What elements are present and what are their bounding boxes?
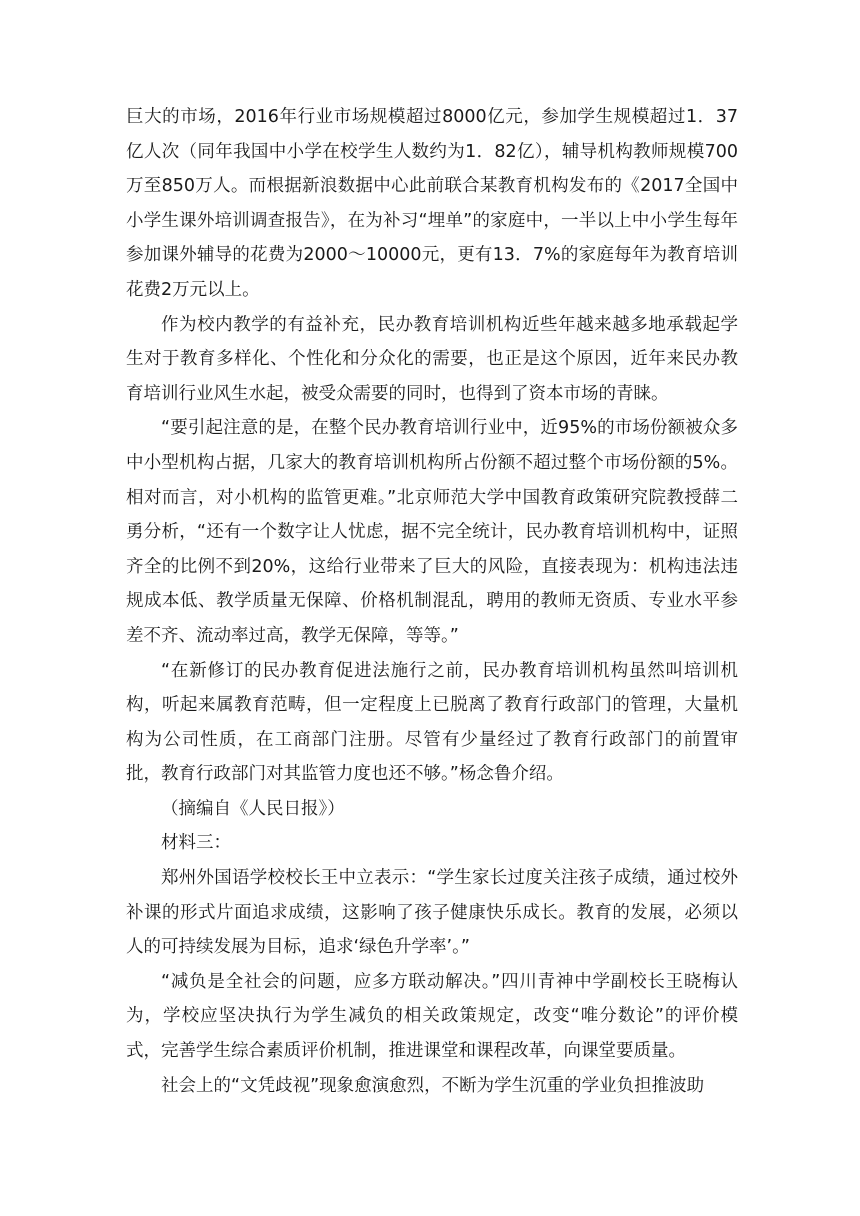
- document-page: [126, 100, 738, 1103]
- paragraph-market-size: 巨大的市场，2016年行业市场规模超过8000亿元，参加学生规模超过1．37亿人次（同年我国中小学在校学生人数约为1．82亿），辅导机构教师规模700万至850万人。而根据新浪数据中心此前联合某教育机构发布的《2017全国中小学生课外培训调查报告》，在为补习“埋单”的家庭中，一半以上中小学生每年参加课外辅导的花费为2000～10000元，更有13．7%的家庭每年为教育培训花费2万元以上。: [126, 107, 738, 300]
- paragraph-principal-statement: 郑州外国语学校校长王中立表示：“学生家长过度关注孩子成绩，通过校外补课的形式片面追求成绩，这影响了孩子健康快乐成长。教育的发展，必须以人的可持续发展为目标，追求‘绿色升学率’。”: [126, 868, 738, 958]
- paragraph-burden-reduction: “减负是全社会的问题，应多方联动解决。”四川青神中学副校长王晓梅认为，学校应坚决执行为学生减负的相关政策规定，改变“唯分数论”的评价模式，完善学生综合素质评价机制，推进课堂和课程改革，向课堂要质量。: [126, 971, 738, 1062]
- paragraph-regulation-quote: “要引起注意的是，在整个民办教育培训行业中，近95%的市场份额被众多中小型机构占据，几家大的教育培训机构所占份额不超过整个市场份额的5%。相对而言，对小机构的监管更难。”北京师范大学中国教育政策研究院教授薛二勇分析，“还有一个数字让人忧虑，据不完全统计，民办教育培训机构中，证照齐全的比例不到20%，这给行业带来了巨大的风险，直接表现为：机构违法违规成本低、教学质量无保障、价格机制混乱，聘用的教师无资质、专业水平参差不齐、流动率过高，教学无保障，等等。”: [126, 418, 738, 646]
- section-heading-material-three: 材料三：: [161, 833, 231, 854]
- source-citation: （摘编自《人民日报》）: [161, 798, 345, 819]
- paragraph-new-law: “在新修订的民办教育促进法施行之前，民办教育培训机构虽然叫培训机构，听起来属教育范畴，但一定程度上已脱离了教育行政部门的管理，大量机构为公司性质，在工商部门注册。尽管有少量经过了教育行政部门的前置审批，教育行政部门对其监管力度也还不够。”杨念鲁介绍。: [126, 660, 738, 785]
- paragraph-supplement: 作为校内教学的有益补充，民办教育培训机构近些年越来越多地承载起学生对于教育多样化、个性化和分众化的需要，也正是这个原因，近年来民办教育培训行业风生水起，被受众需要的同时，也得到了资本市场的青睐。: [126, 314, 738, 404]
- paragraph-diploma-discrimination: 社会上的“文凭歧视”现象愈演愈烈，不断为学生沉重的学业负担推波助: [161, 1075, 705, 1096]
